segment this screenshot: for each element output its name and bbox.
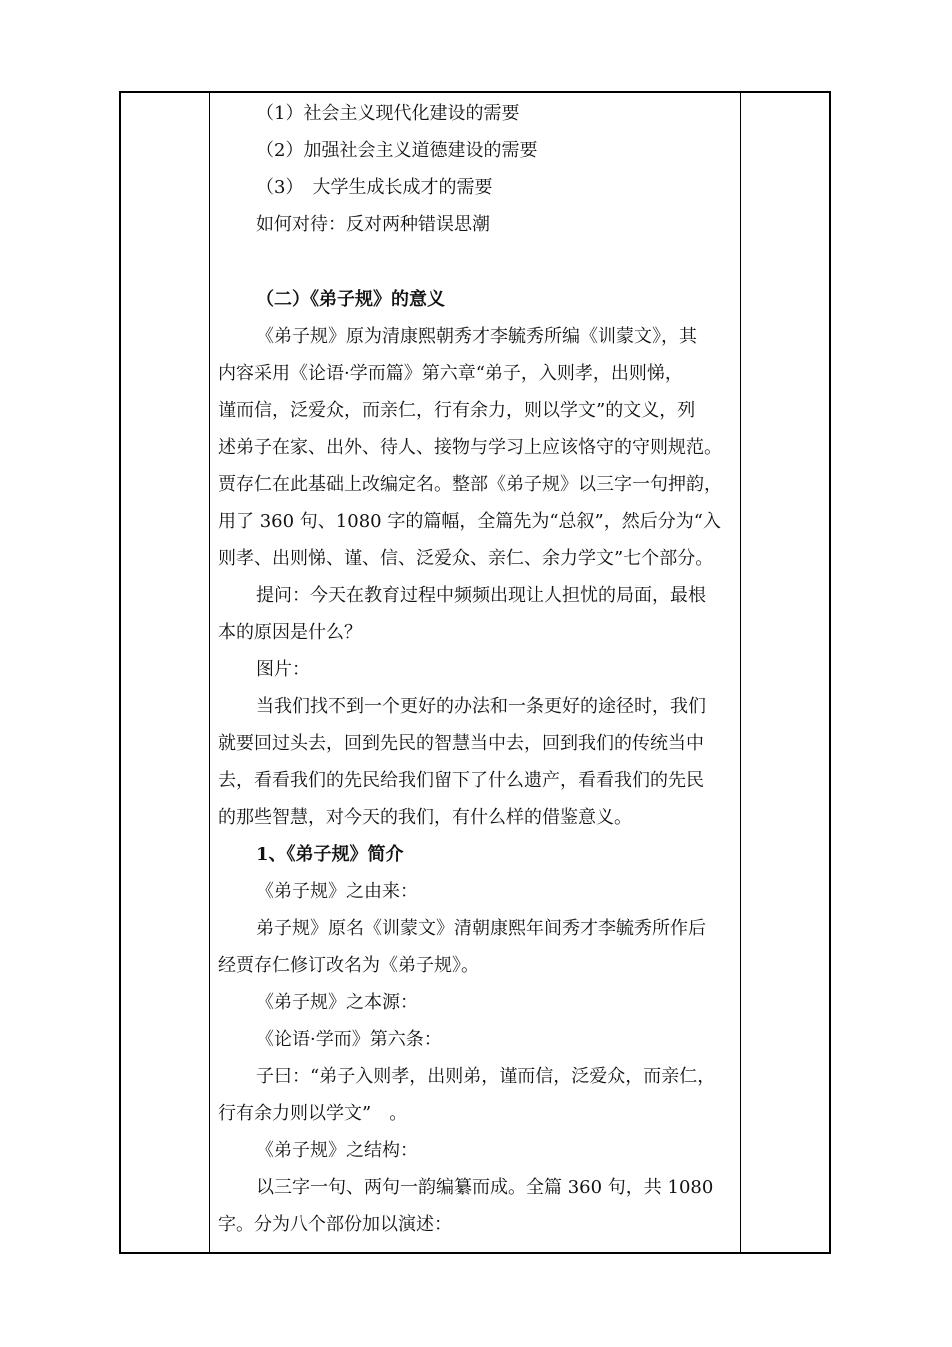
paragraph-line: 用了 360 句、1080 字的篇幅，全篇先为“总叙”，然后分为“入 [218,511,721,532]
column-divider-right [740,93,741,1252]
paragraph-line: 内容采用《论语·学而篇》第六章“弟子，入则孝，出则悌， [218,363,683,384]
quote-line: 行有余力则以学文” 。 [218,1103,408,1124]
question-line: 本的原因是什么？ [218,622,362,643]
approach-line: 如何对待：反对两种错误思潮 [256,214,490,235]
paragraph-line: 贾存仁在此基础上改编定名。整部《弟子规》以三字一句押韵， [218,474,722,495]
paragraph-line: 《弟子规》原为清康熙朝秀才李毓秀所编《训蒙文》，其 [256,326,697,347]
quote-line: 子曰：“弟子入则孝，出则弟，谨而信，泛爱众，而亲仁， [256,1066,716,1087]
reason-item-2: （2）加强社会主义道德建设的需要 [256,140,538,161]
picture-label: 图片： [256,659,310,680]
structure-heading: 《弟子规》之结构： [256,1140,418,1161]
origin-heading: 《弟子规》之由来： [256,881,418,902]
structure-text: 字。分为八个部份加以演述： [218,1214,452,1235]
reason-item-1: （1）社会主义现代化建设的需要 [256,103,520,124]
origin-text: 弟子规》原名《训蒙文》清朝康熙年间秀才李毓秀所作后 [256,918,706,939]
paragraph-line: 谨而信，泛爱众，而亲仁，行有余力，则以学文”的文义，列 [218,400,696,421]
origin-text: 经贾存仁修订改名为《弟子规》。 [218,955,479,976]
source-reference: 《论语·学而》第六条： [256,1029,442,1050]
paragraph-line: 就要回过头去，回到先民的智慧当中去，回到我们的传统当中 [218,733,704,754]
question-line: 提问：今天在教育过程中频频出现让人担忧的局面，最根 [256,585,706,606]
section-heading: （二）《弟子规》的意义 [256,289,445,310]
paragraph-line: 述弟子在家、出外、待人、接物与学习上应该恪守的守则规范。 [218,437,722,458]
paragraph-line: 则孝、出则悌、谨、信、泛爱众、亲仁、余力学文”七个部分。 [218,548,714,569]
paragraph-line: 的那些智慧，对今天的我们，有什么样的借鉴意义。 [218,807,632,828]
column-divider-left [209,93,210,1252]
paragraph-line: 当我们找不到一个更好的办法和一条更好的途径时，我们 [256,696,706,717]
paragraph-line: 去，看看我们的先民给我们留下了什么遗产，看看我们的先民 [218,770,704,791]
subsection-heading: 1、《弟子规》简介 [256,844,404,865]
reason-item-3: （3） 大学生成长成才的需要 [256,177,493,198]
source-heading: 《弟子规》之本源： [256,992,418,1013]
structure-text: 以三字一句、两句一韵编纂而成。全篇 360 句，共 1080 [256,1177,714,1198]
